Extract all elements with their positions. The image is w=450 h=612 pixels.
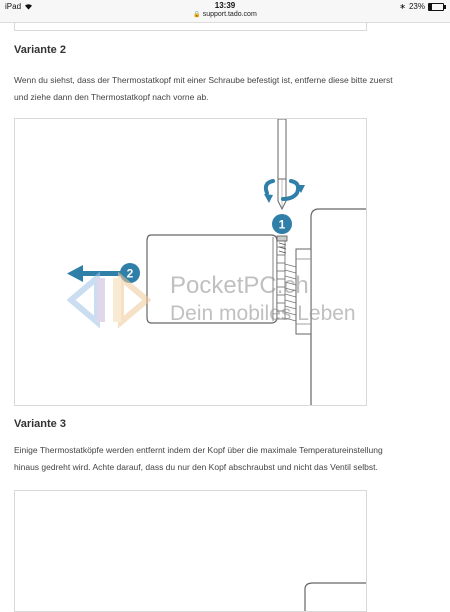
pocketpc-logo — [67, 268, 151, 332]
variant3-heading: Variante 3 — [14, 418, 66, 430]
device-label: iPad — [5, 2, 22, 11]
status-right — [399, 2, 444, 11]
variant3-line2: hinaus gedreht wird. Achte darauf, dass du nur den Kopf abschraubst und nicht das Ventil selbst. — [14, 462, 378, 472]
watermark-line1: PocketPC.ch — [170, 272, 309, 299]
step-1-number: 1 — [278, 217, 286, 232]
step-2-number: 2 — [126, 266, 134, 281]
battery-fill — [429, 4, 432, 10]
status-bar — [0, 0, 450, 23]
watermark-line2: Dein mobiles Leben — [170, 302, 356, 325]
battery-icon — [428, 3, 444, 11]
status-time: 13:39 — [214, 1, 236, 10]
watermark — [170, 272, 356, 328]
url-text: support.tado.com — [202, 11, 257, 18]
variant2-heading: Variante 2 — [14, 44, 66, 56]
bluetooth-icon: ∗ — [399, 2, 406, 11]
previous-figure-frame — [14, 22, 367, 31]
variant3-drawing — [15, 491, 366, 611]
variant2-text — [14, 72, 439, 106]
variant2-illustration — [14, 118, 367, 406]
lock-icon: 🔒 — [193, 12, 201, 18]
battery-percent: 23% — [408, 2, 425, 11]
screwdriver — [278, 119, 286, 209]
thermostat-removal-drawing — [15, 119, 366, 405]
variant3-line1: Einige Thermostatköpfe werden entfernt indem der Kopf über die maximale Temperatureinstellung — [14, 445, 383, 455]
url-bar[interactable] — [0, 11, 450, 18]
variant3-illustration — [14, 490, 367, 612]
variant2-line1: Wenn du siehst, dass der Thermostatkopf mit einer Schraube befestigt ist, entferne diese bitte zuerst — [14, 75, 393, 85]
variant3-text — [14, 442, 439, 476]
radiator-outline-2 — [305, 583, 366, 611]
variant2-line2: und ziehe dann den Thermostatkopf nach vorne ab. — [14, 92, 209, 102]
